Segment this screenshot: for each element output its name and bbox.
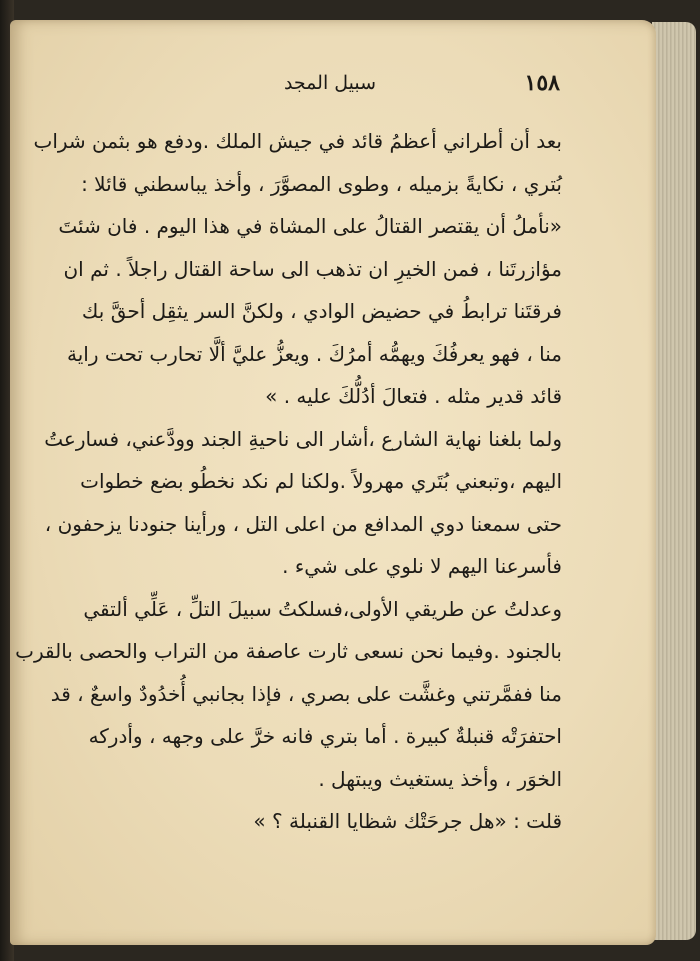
- text-line: فأسرعنا اليهم لا نلوي على شيء .: [282, 554, 562, 578]
- text-line: احتفرَتْه قنبلةٌ كبيرة . أما بتري فانه خرَّ على وجهه ، وأدركه: [88, 724, 562, 748]
- text-line: مؤازرتَنا ، فمن الخيرِ ان تذهب الى ساحة القتال راجلاً . ثم ان: [63, 256, 562, 281]
- text-line: وعدلتُ عن طريقي الأولى،فسلكتُ سبيلَ التلِّ ، عَلِّي ألتقي: [83, 596, 562, 621]
- text-line: بعد أن أطراني أعظمُ قائد في جيش الملك .ودفع هو بثمن شراب: [33, 129, 562, 153]
- text-line: منا ، فهو يعرفُكَ ويهمُّه أمرُكَ . ويعزُّ عليَّ ألَّا تحارب تحت راية: [66, 341, 562, 366]
- text-line: قلت : «هل جرحَتْك شظايا القنبلة ؟ »: [253, 809, 562, 833]
- text-line: الخوَر ، وأخذ يستغيث ويبتهل .: [318, 766, 562, 791]
- page-number: ١٥٨: [524, 70, 560, 96]
- body-text: [15, 120, 562, 843]
- text-line: بالجنود .وفيما نحن نسعى ثارت عاصفة من التراب والحصى بالقرب: [15, 639, 562, 663]
- page-header: [100, 70, 560, 106]
- text-line: اليهم ،وتبعني بُتَري مهرولاً .ولكنا لم نكد نخطُو بضع خطوات: [80, 469, 562, 493]
- text-line: حتى سمعنا دوي المدافع من اعلى التل ، ورأينا جنودنا يزحفون ،: [44, 511, 562, 536]
- text-line: بُتري ، نكايةً بزميله ، وطوى المصوَّرَ ، وأخذ يباسطني قائلا :: [81, 171, 562, 196]
- text-line: «نأملُ أن يقتصر القتالُ على المشاة في هذا اليوم . فان شئتَ: [58, 214, 562, 238]
- page-edges: [652, 22, 696, 940]
- text-line: منا ففمَّرتني وغشَّت على بصري ، فإذا بجانبي أُخدُودٌ واسعٌ ، قد: [50, 681, 562, 706]
- running-title: سبيل المجد: [283, 72, 377, 94]
- text-line: فرقتَنا ترابطُ في حضيض الوادي ، ولكنَّ السر يثقِل أحقَّ بك: [81, 299, 562, 323]
- text-line: قائد قدير مثله . فتعالَ أدُلُّكَ عليه . »: [265, 384, 562, 408]
- text-line: ولما بلغنا نهاية الشارع ،أشار الى ناحيةِ الجند وودَّعني، فسارعتُ: [44, 426, 562, 451]
